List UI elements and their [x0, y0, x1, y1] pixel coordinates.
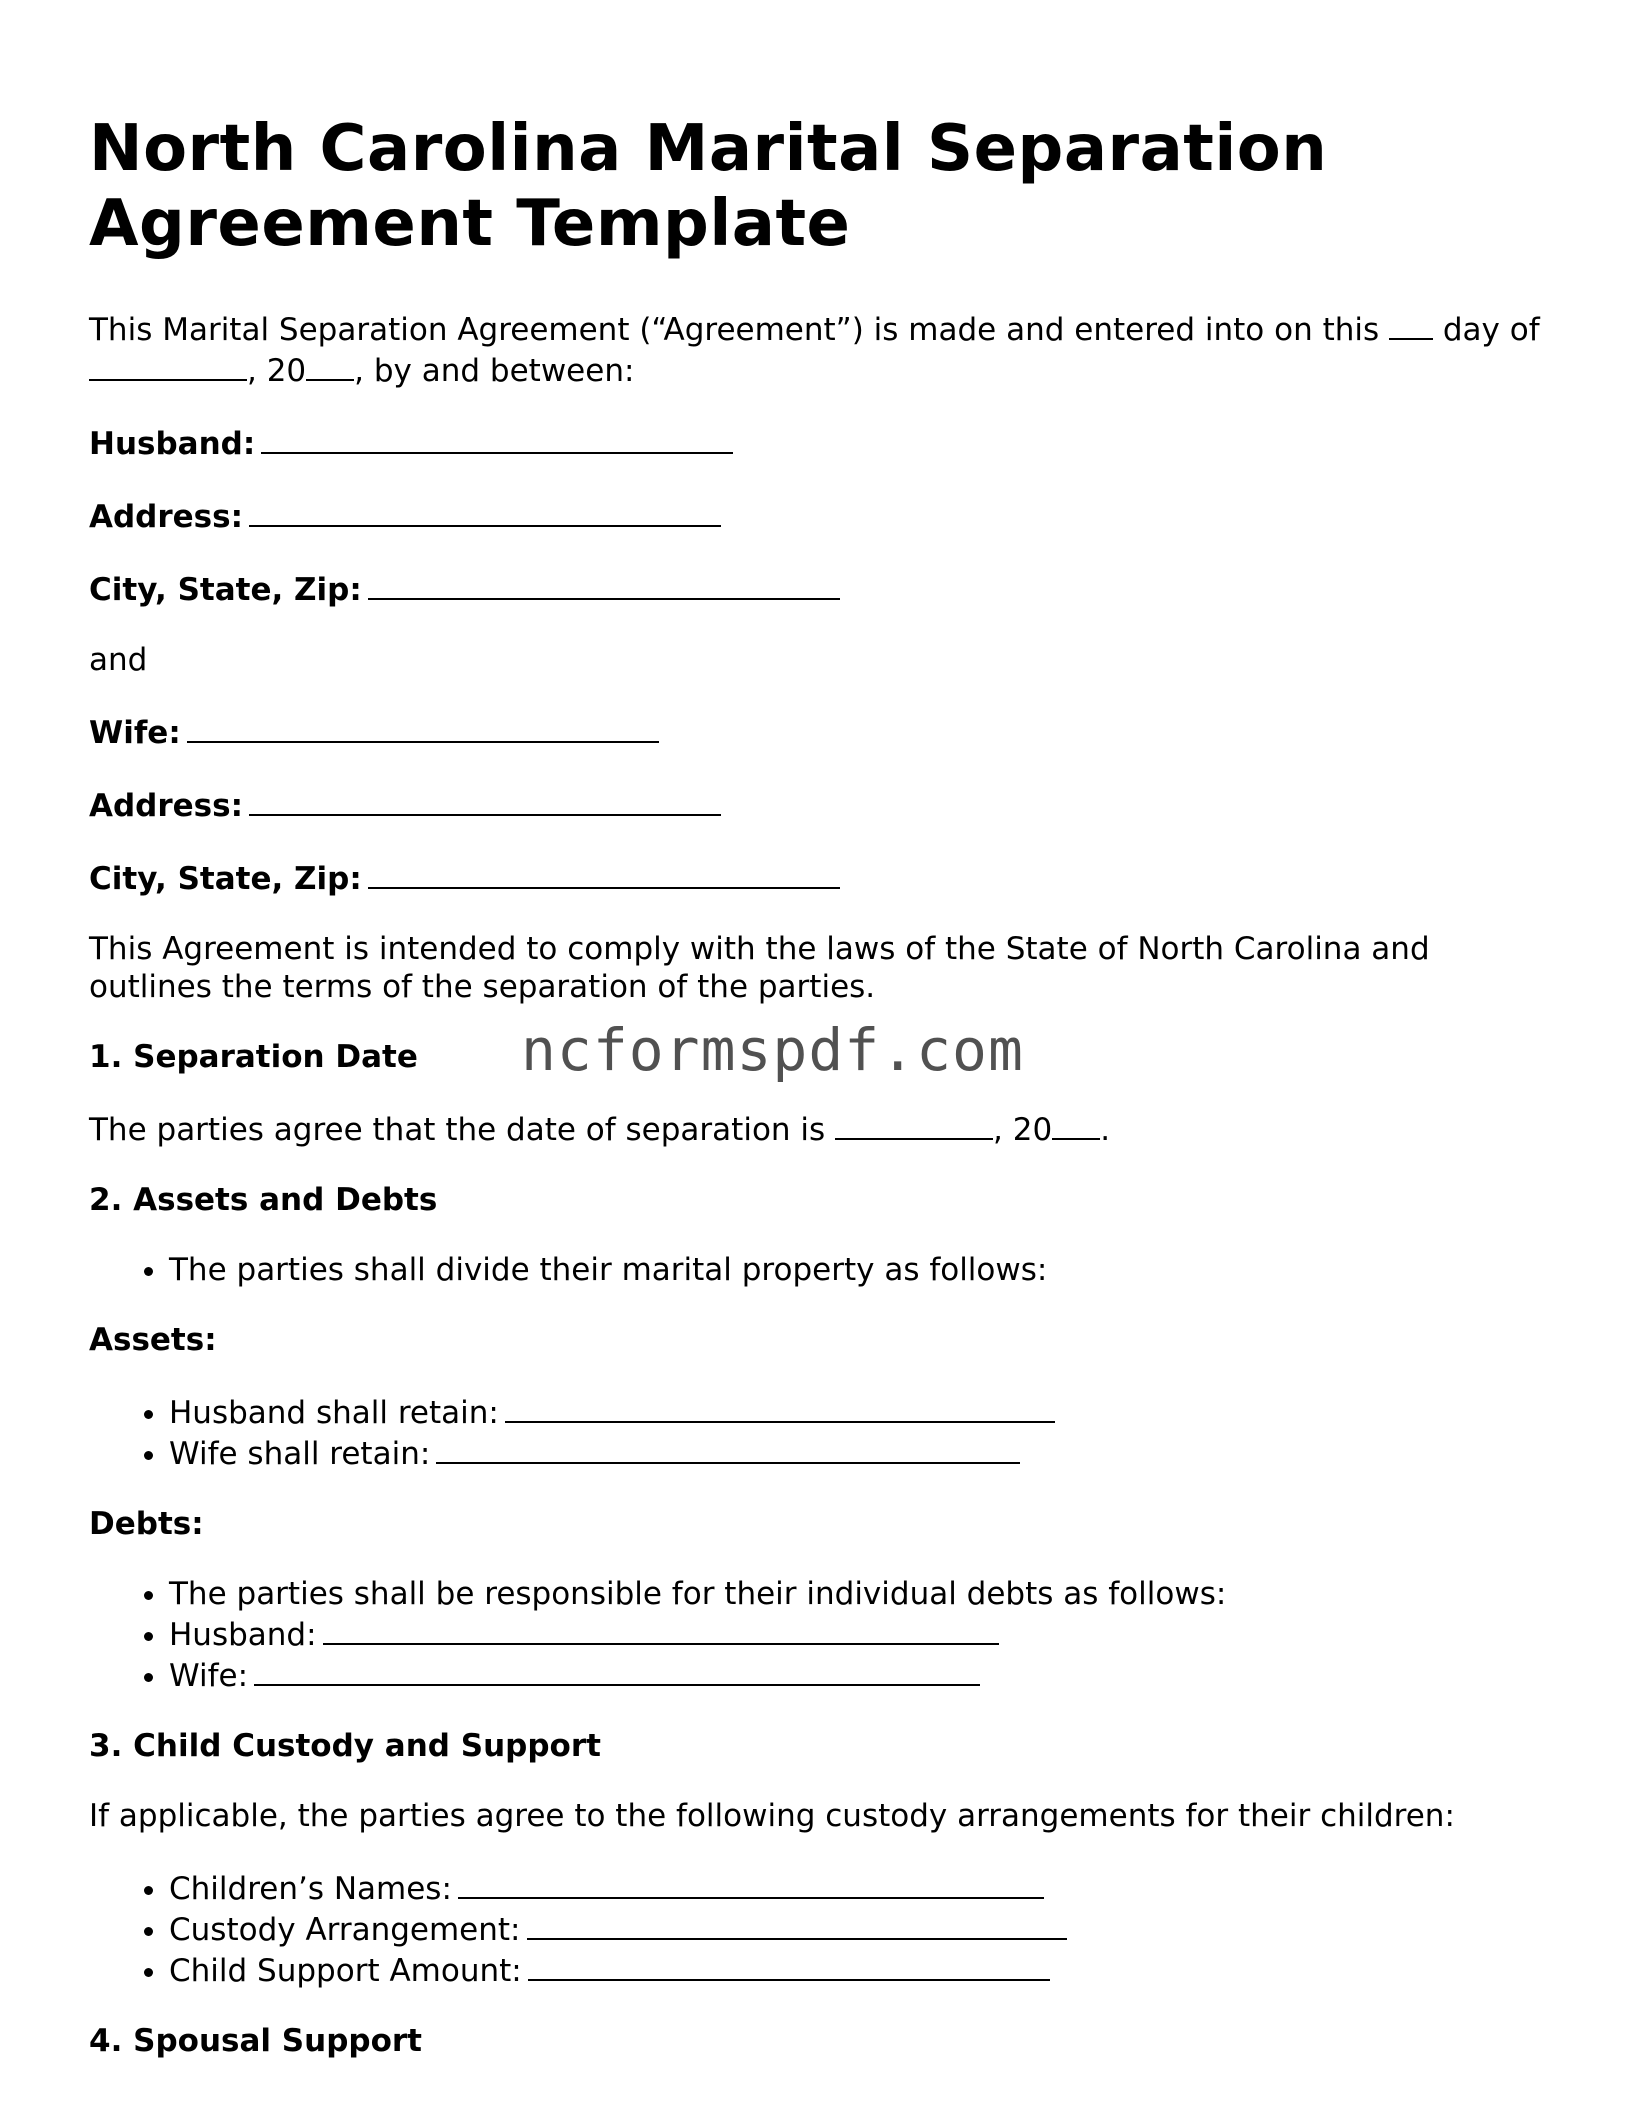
and-text: and — [89, 642, 148, 678]
child-support-label: Child Support Amount: — [169, 1953, 522, 1989]
wife-name-blank[interactable] — [187, 711, 659, 743]
assets-list — [89, 1391, 1549, 1473]
separation-year-blank[interactable] — [1052, 1108, 1100, 1140]
husband-city-field — [89, 568, 1549, 609]
husband-address-label: Address: — [89, 499, 243, 535]
wife-city-label: City, State, Zip: — [89, 861, 362, 897]
day-blank[interactable] — [1389, 308, 1433, 340]
wife-address-blank[interactable] — [249, 784, 721, 816]
husband-address-blank[interactable] — [249, 495, 721, 527]
separation-text-2: , 20 — [993, 1112, 1053, 1148]
intro-text-2: day of — [1433, 312, 1540, 348]
wife-name-label: Wife: — [89, 715, 181, 751]
custody-arrangement-label: Custody Arrangement: — [169, 1912, 521, 1948]
year-blank[interactable] — [306, 349, 354, 381]
custody-intro-paragraph: If applicable, the parties agree to the following custody arrangements for their children: — [89, 1798, 1455, 1834]
document-title: North Carolina Marital Separation Agreement Template — [89, 112, 1328, 261]
children-names-blank[interactable] — [458, 1867, 1044, 1899]
husband-city-label: City, State, Zip: — [89, 572, 362, 608]
section-2-heading: 2. Assets and Debts — [89, 1182, 438, 1218]
property-intro-list — [89, 1251, 1549, 1289]
husband-debts-label: Husband: — [169, 1617, 317, 1653]
wife-name-field — [89, 711, 1549, 752]
wife-debts-label: Wife: — [169, 1658, 249, 1694]
separation-text-3: . — [1100, 1112, 1111, 1148]
children-names-label: Children’s Names: — [169, 1871, 452, 1907]
list-item: • The parties shall divide their marital property as follows: — [169, 1251, 1549, 1289]
wife-retain-blank[interactable] — [436, 1432, 1020, 1464]
separation-date-blank[interactable] — [835, 1108, 993, 1140]
list-item — [169, 1654, 1549, 1695]
separation-text-1: The parties agree that the date of separation is — [89, 1112, 836, 1148]
husband-address-field — [89, 495, 1549, 536]
husband-retain-label: Husband shall retain: — [169, 1395, 499, 1431]
wife-city-field — [89, 857, 1549, 898]
intro-text-4: , by and between: — [354, 353, 635, 389]
wife-address-label: Address: — [89, 788, 243, 824]
husband-name-label: Husband: — [89, 426, 256, 462]
assets-heading: Assets: — [89, 1322, 217, 1358]
husband-name-field — [89, 422, 1549, 463]
compliance-paragraph: This Agreement is intended to comply with the laws of the State of North Carolina and outlines the terms of the separation of the parties. — [89, 931, 1430, 1005]
list-item — [169, 1613, 1549, 1654]
intro-text-3: , 20 — [247, 353, 307, 389]
list-item — [169, 1949, 1549, 1990]
separation-date-paragraph — [89, 1108, 1549, 1149]
husband-debts-blank[interactable] — [323, 1613, 999, 1645]
husband-retain-blank[interactable] — [505, 1391, 1055, 1423]
section-1-heading: 1. Separation Date — [89, 1039, 418, 1075]
section-3-heading: 3. Child Custody and Support — [89, 1728, 601, 1764]
list-item — [169, 1391, 1549, 1432]
list-item — [169, 1432, 1549, 1473]
document-page — [89, 112, 1549, 2092]
debts-heading: Debts: — [89, 1506, 204, 1542]
list-item — [169, 1867, 1549, 1908]
custody-list — [89, 1867, 1549, 1990]
wife-address-field — [89, 784, 1549, 825]
wife-city-blank[interactable] — [368, 857, 840, 889]
section-4-heading: 4. Spousal Support — [89, 2023, 422, 2059]
list-item: • The parties shall be responsible for their individual debts as follows: — [169, 1575, 1549, 1613]
husband-name-blank[interactable] — [261, 422, 733, 454]
wife-retain-label: Wife shall retain: — [169, 1436, 431, 1472]
debts-list — [89, 1575, 1549, 1695]
custody-arrangement-blank[interactable] — [527, 1908, 1067, 1940]
list-item — [169, 1908, 1549, 1949]
intro-paragraph — [89, 308, 1549, 390]
intro-text-1: This Marital Separation Agreement (“Agreement”) is made and entered into on this — [89, 312, 1390, 348]
child-support-blank[interactable] — [528, 1949, 1050, 1981]
wife-debts-blank[interactable] — [254, 1654, 980, 1686]
month-blank[interactable] — [89, 349, 247, 381]
husband-city-blank[interactable] — [368, 568, 840, 600]
watermark-text: ncformspdf.com — [521, 1016, 1024, 1084]
